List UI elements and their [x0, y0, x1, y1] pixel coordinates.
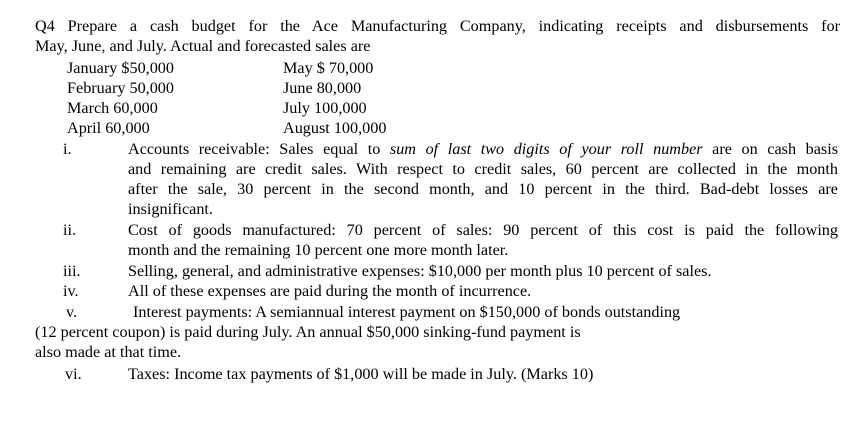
item-vi-line1: Taxes: Income tax payments of $1,000 will be made in July. (Marks 10) — [128, 365, 594, 383]
sales-june: June 80,000 — [283, 79, 362, 97]
item-iv-line1: All of these expenses are paid during the month of incurrence. — [128, 282, 532, 300]
item-i-line1-pre: Accounts receivable: Sales equal to — [128, 140, 390, 158]
question-heading-line1: Q4 Prepare a cash budget for the Ace Manufacturing Company, indicating receipts and disbursements for — [35, 17, 840, 35]
question-heading-line2: May, June, and July. Actual and forecasted sales are — [35, 37, 371, 55]
item-i-line1-post: are on cash basis — [702, 140, 839, 158]
item-i-line1-em: sum of last two digits of your roll number — [389, 140, 703, 158]
item-i-numeral: i. — [63, 140, 72, 158]
sales-march: March 60,000 — [67, 99, 158, 117]
item-iv-numeral: iv. — [63, 282, 79, 300]
item-ii-numeral: ii. — [63, 221, 77, 239]
item-vi-numeral: vi. — [65, 365, 82, 383]
item-iii-numeral: iii. — [63, 262, 81, 280]
sales-july: July 100,000 — [283, 99, 367, 117]
item-i-line2: and remaining are credit sales. With respect to credit sales, 60 percent are collected in the month — [128, 160, 838, 178]
item-i-line1 — [128, 139, 838, 159]
sales-august: August 100,000 — [283, 119, 387, 137]
sales-april: April 60,000 — [67, 119, 150, 137]
item-v-line3: also made at that time. — [35, 343, 182, 361]
sales-february: February 50,000 — [67, 79, 174, 97]
item-iii-line1: Selling, general, and administrative expenses: $10,000 per month plus 10 percent of sales. — [128, 262, 712, 280]
sales-may: May $ 70,000 — [283, 59, 374, 77]
item-i-line3: after the sale, 30 percent in the second month, and 10 percent in the third. Bad-debt losses are — [128, 180, 838, 198]
item-v-line1: Interest payments: A semiannual interest payment on $150,000 of bonds outstanding — [133, 303, 681, 321]
item-ii-line1: Cost of goods manufactured: 70 percent of sales: 90 percent of this cost is paid the following — [128, 221, 838, 239]
item-i-line4: insignificant. — [128, 200, 213, 218]
item-v-numeral: v. — [66, 303, 78, 321]
item-ii-line2: month and the remaining 10 percent one more month later. — [128, 241, 509, 259]
item-v-line2: (12 percent coupon) is paid during July. An annual $50,000 sinking-fund payment is — [35, 323, 581, 341]
sales-january: January $50,000 — [67, 59, 174, 77]
